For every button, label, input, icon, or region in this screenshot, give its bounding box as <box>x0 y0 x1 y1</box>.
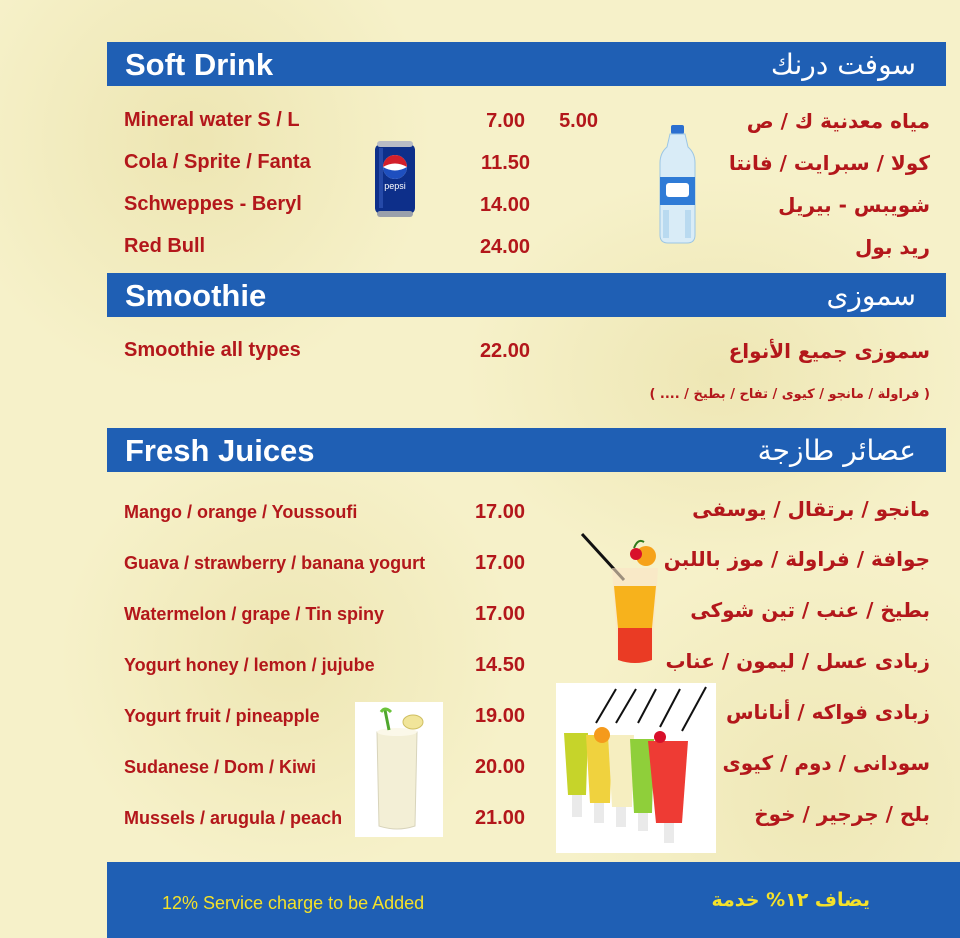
smoothie-header <box>107 273 946 317</box>
menu-item-ar: مياه معدنية ك / ص <box>746 109 930 133</box>
menu-item-price: 20.00 <box>474 756 525 778</box>
soft-drink-header <box>107 42 946 86</box>
menu-item-ar: زبادى فواكه / أناناس <box>725 700 930 724</box>
menu-item-en: Cola / Sprite / Fanta <box>124 151 311 173</box>
fresh-juices-header <box>107 428 946 472</box>
smoothie-title-ar: سموزى <box>826 279 916 312</box>
svg-text:pepsi: pepsi <box>384 181 406 191</box>
menu-item-price: 21.00 <box>474 807 525 829</box>
menu-item-en: Guava / strawberry / banana yogurt <box>124 553 426 573</box>
menu-item-ar: سودانى / دوم / كيوى <box>722 751 930 775</box>
smoothie-flavors-note: ( فراولة / مانجو / كيوى / تفاح / بطيخ / .... ) <box>649 387 930 402</box>
menu-item-en: Yogurt honey / lemon / jujube <box>124 655 375 675</box>
menu-item-en: Smoothie all types <box>124 339 301 361</box>
menu-item-ar: سموزى جميع الأنواع <box>728 339 930 363</box>
menu-item-en: Mineral water S / L <box>124 109 300 131</box>
footer-bar <box>107 862 960 938</box>
menu-item-price: 11.50 <box>481 152 530 174</box>
menu-item-price-alt: 5.00 <box>559 110 598 132</box>
menu-item-ar: مانجو / برتقال / يوسفى <box>692 497 930 521</box>
menu-item-price: 17.00 <box>474 552 525 574</box>
menu-item-ar: ريد بول <box>855 235 930 259</box>
menu-item-en: Yogurt fruit / pineapple <box>124 706 320 726</box>
water-bottle-image <box>655 125 700 245</box>
juice-glass-image <box>578 528 670 670</box>
menu-item-price: 17.00 <box>474 501 525 523</box>
menu-item-price: 7.00 <box>486 110 525 132</box>
menu-item-price: 24.00 <box>479 236 530 258</box>
menu-item-price: 22.00 <box>479 340 530 362</box>
menu-item-price: 17.00 <box>474 603 525 625</box>
fresh-juices-title-en: Fresh Juices <box>125 433 315 468</box>
menu-item-ar: كولا / سبرايت / فانتا <box>728 151 930 175</box>
menu-item-en: Watermelon / grape / Tin spiny <box>124 604 385 624</box>
menu-item-en: Mussels / arugula / peach <box>124 808 343 828</box>
menu-item-price: 19.00 <box>474 705 525 727</box>
service-charge-note-ar: يضاف ١٢% خدمة <box>711 889 870 911</box>
menu-item-en: Red Bull <box>124 235 206 257</box>
pepsi-can-image <box>372 140 418 218</box>
menu-item-en: Sudanese / Dom / Kiwi <box>124 757 317 777</box>
menu-item-price: 14.50 <box>474 654 525 676</box>
menu-item-ar: زبادى عسل / ليمون / عناب <box>665 649 930 673</box>
menu-item-ar: شويبس - بيريل <box>778 193 930 217</box>
fresh-juices-title-ar: عصائر طازجة <box>757 434 916 467</box>
menu-item-en: Schweppes - Beryl <box>124 193 302 215</box>
menu-item-price: 14.00 <box>479 194 530 216</box>
banana-smoothie-image <box>355 702 443 837</box>
menu-item-ar: جوافة / فراولة / موز باللبن <box>663 547 930 571</box>
service-charge-note-en: 12% Service charge to be Added <box>162 893 425 913</box>
smoothie-title-en: Smoothie <box>125 278 267 313</box>
juice-glasses-image <box>556 683 716 853</box>
menu-item-ar: بلح / جرجير / خوخ <box>754 802 930 826</box>
menu-item-en: Mango / orange / Youssoufi <box>124 502 358 522</box>
soft-drink-title-en: Soft Drink <box>125 47 274 82</box>
menu-item-ar: بطيخ / عنب / تين شوكى <box>690 598 930 622</box>
soft-drink-title-ar: سوفت درنك <box>770 48 916 81</box>
